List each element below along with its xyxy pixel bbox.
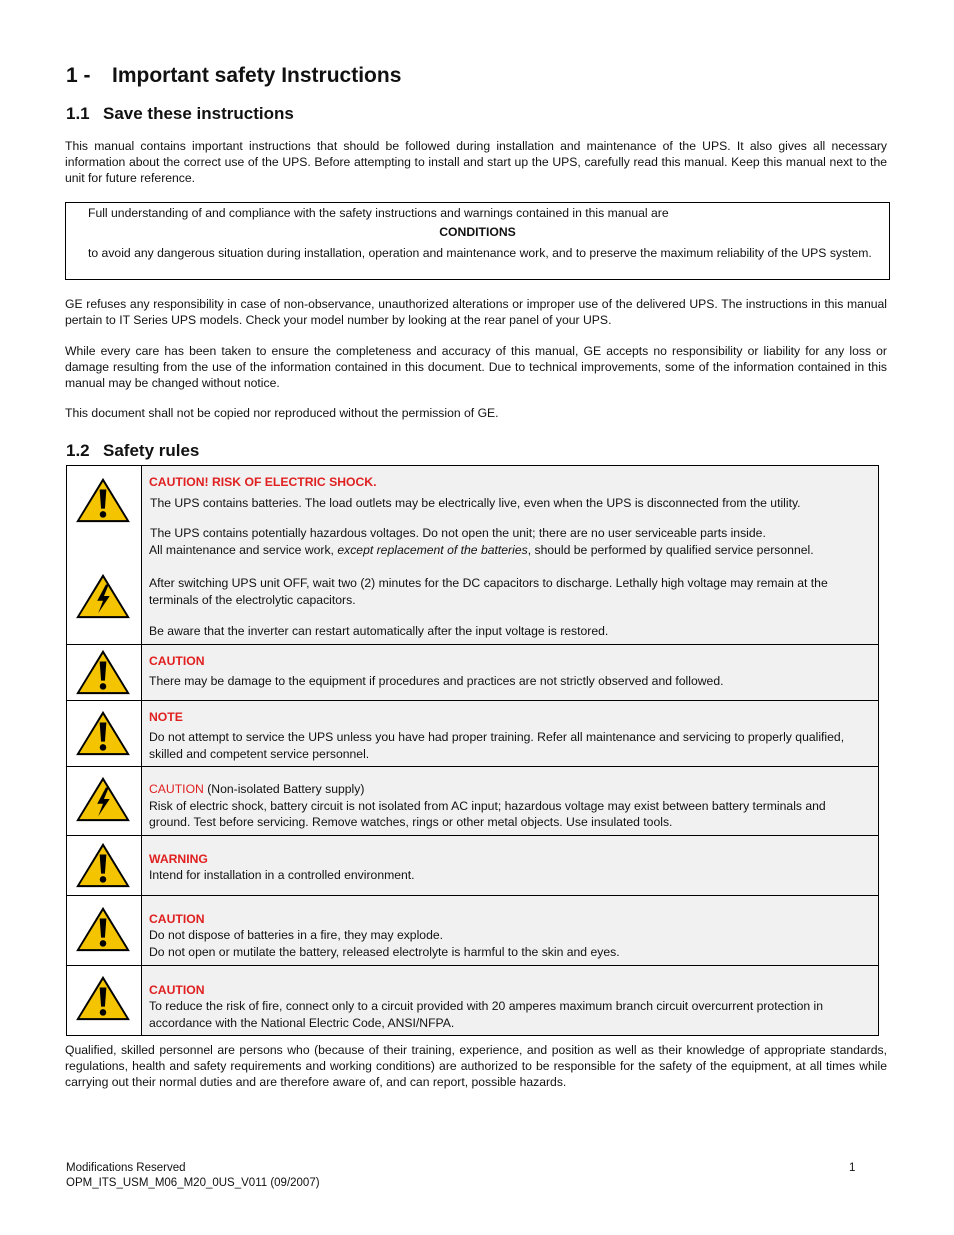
copy-paragraph: This document shall not be copied nor reproduced without the permission of GE.: [65, 406, 499, 420]
rule-text-cell: [142, 895, 879, 965]
rule-text: Intend for installation in a controlled environment.: [149, 868, 415, 882]
rule-title: CAUTION! RISK OF ELECTRIC SHOCK.: [149, 475, 377, 489]
ge-responsibility-paragraph: GE refuses any responsibility in case of non-observance, unauthorized alterations or improper use of the delivered UPS. The instructions in this manual pertain to IT Series UPS models. Check your model number by looking at the rear panel of your UPS.: [65, 297, 887, 327]
rule-icon-cell: [67, 644, 142, 700]
rule-text: To reduce the risk of fire, connect only to a circuit provided with 20 amperes maximum branch circuit overcurrent protection in accordance with the National Electric Code, ANSI/NFPA.: [149, 999, 823, 1030]
rule-text: The UPS contains batteries. The load outlets may be electrically live, even when the UPS is disconnected from the utility.: [150, 495, 801, 510]
section-title: Save these instructions: [103, 104, 294, 123]
electric-shock-warning-icon: [74, 775, 132, 823]
rule-title-suffix: (Non-isolated Battery supply): [203, 782, 365, 796]
rule-icon-cell: [67, 767, 142, 836]
rule-text: Do not open or mutilate the battery, released electrolyte is harmful to the skin and eyes.: [149, 944, 620, 959]
intro-paragraph: This manual contains important instructions that should be followed during installation and maintenance of the UPS. It also gives all necessary information about the correct use of the UPS. Before attempting to install and start up the UPS, carefully read this manual. Keep this manual next to the unit for future reference.: [65, 139, 887, 185]
page-number: 1: [849, 1162, 856, 1174]
heading-number: 1 -: [66, 64, 91, 87]
section-number: 1.2: [66, 441, 90, 460]
conditions-box: [65, 202, 890, 280]
safety-rules-table: [66, 465, 879, 1036]
rule-text: There may be damage to the equipment if procedures and practices are not strictly observed and followed.: [149, 674, 724, 688]
rule-text: After switching UPS unit OFF, wait two (2) minutes for the DC capacitors to discharge. Lethally high voltage may remain at the terminals of the electrolytic capacitors.: [149, 576, 828, 607]
rule-icon-cell: [67, 895, 142, 965]
section-heading-save: [66, 104, 294, 124]
rule-text-cell: [142, 965, 879, 1036]
heading-title: Important safety Instructions: [112, 64, 402, 87]
section-title: Safety rules: [103, 441, 200, 460]
qualified-personnel-paragraph: Qualified, skilled personnel are persons who (because of their training, experience, and position as well as their knowledge of appropriate standards, regulations, health and safety requirements and working conditions) are authorized to be responsible for the safety of the equipment, at all times while carrying out their normal duties and are therefore aware of, and can report, possible hazards.: [65, 1043, 887, 1089]
rule-row-caution-damage: [67, 644, 879, 700]
rule-title: WARNING: [149, 851, 208, 866]
rule-text: Be aware that the inverter can restart automatically after the input voltage is restored.: [149, 624, 609, 638]
electric-shock-warning-icon: [74, 572, 132, 620]
exclamation-warning-icon: [74, 648, 132, 696]
rule-text-cell: [142, 700, 879, 767]
section-heading-safety: [66, 441, 199, 461]
rule-title: CAUTION: [149, 911, 205, 926]
rule-icon-cell: [67, 835, 142, 895]
section-number: 1.1: [66, 104, 90, 123]
rule-text-cell: [142, 835, 879, 895]
conditions-label: CONDITIONS: [439, 225, 516, 239]
rule-text: The UPS contains potentially hazardous voltages. Do not open the unit; there are no user serviceable parts inside.: [150, 526, 766, 540]
exclamation-warning-icon: [74, 974, 132, 1022]
care-paragraph: While every care has been taken to ensure the completeness and accuracy of this manual, GE accepts no responsibility or liability for any loss or damage resulting from the use of the information contained in this document. Due to technical improvements, some of the information contained in this manual may be changed without notice.: [65, 344, 887, 390]
rule-row-caution-dispose: [67, 895, 879, 965]
footer-document-id: OPM_ITS_USM_M06_M20_0US_V011 (09/2007): [66, 1177, 320, 1189]
exclamation-warning-icon: [74, 841, 132, 889]
conditions-line-3: to avoid any dangerous situation during installation, operation and maintenance work, and to preserve the maximum reliability of the UPS system.: [88, 246, 872, 260]
rule-title-line: [149, 781, 870, 798]
exclamation-warning-icon: [74, 476, 132, 524]
rule-icon-cell: [67, 466, 142, 645]
rule-row-note-training: [67, 700, 879, 767]
rule-title: CAUTION: [149, 653, 205, 668]
rule-text: Do not attempt to service the UPS unless you have had proper training. Refer all maintenance and servicing to properly qualified, skilled and competent service personnel.: [149, 730, 845, 761]
rule-title: NOTE: [149, 709, 183, 724]
rule-row-warning-environment: [67, 835, 879, 895]
footer-left: [66, 1161, 320, 1191]
rule-icon-cell: [67, 965, 142, 1036]
exclamation-warning-icon: [74, 905, 132, 953]
rule-title: CAUTION: [149, 982, 205, 997]
conditions-line-1: Full understanding of and compliance with the safety instructions and warnings contained in this manual are: [88, 206, 669, 220]
footer-modifications: Modifications Reserved: [66, 1162, 186, 1174]
rule-row-caution-fire: [67, 965, 879, 1036]
rule-row-non-isolated-battery: [67, 767, 879, 836]
rule-text: Risk of electric shock, battery circuit is not isolated from AC input; hazardous voltage may exist between battery terminals and ground. Test before servicing. Remove watches, rings or other metal objects. Use insulated tools.: [149, 798, 826, 829]
exclamation-warning-icon: [74, 709, 132, 757]
main-heading: [66, 64, 401, 88]
rule-row-electric-shock: [67, 466, 879, 645]
rule-text-cell: [142, 466, 879, 645]
rule-icon-cell: [67, 700, 142, 767]
rule-text-cell: [142, 644, 879, 700]
rule-text: Do not dispose of batteries in a fire, they may explode.: [149, 928, 444, 942]
rule-title: CAUTION: [149, 782, 204, 796]
rule-text: All maintenance and service work, except replacement of the batteries, should be performed by qualified service personnel.: [149, 542, 814, 557]
rule-text-cell: [142, 767, 879, 836]
rule-emphasis: except replacement of the batteries: [337, 542, 528, 557]
